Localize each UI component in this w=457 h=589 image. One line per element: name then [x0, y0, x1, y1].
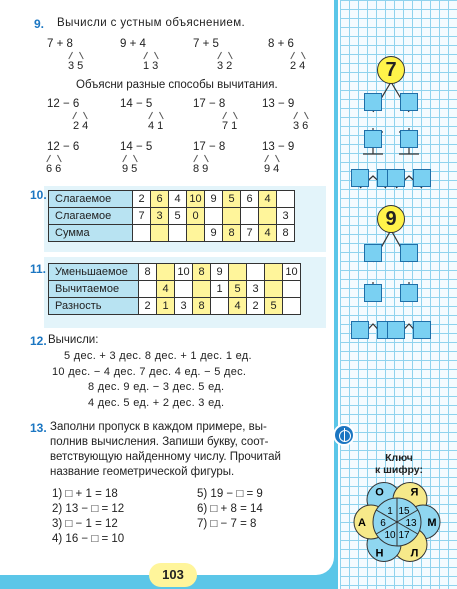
split-mark: [196, 155, 206, 163]
table-cell: [139, 281, 157, 298]
table-cell: [223, 208, 241, 225]
table-cell: 4: [229, 298, 247, 315]
ex9-expr: 14 − 5: [120, 141, 153, 153]
split-mark: [49, 155, 59, 163]
cipher-letter: М: [427, 517, 437, 529]
table-cell: 6: [241, 191, 259, 208]
ex9-split: 2 4: [290, 60, 306, 72]
answer-box: [413, 321, 431, 339]
table-cell: 7: [241, 225, 259, 242]
split-mark: [225, 112, 235, 120]
table-cell: 9: [205, 225, 223, 242]
ex9-expr: 8 + 6: [268, 38, 294, 50]
split-mark: [146, 52, 156, 60]
table-cell: [175, 281, 193, 298]
table-cell: 9: [205, 191, 223, 208]
cipher-number: 13: [405, 518, 417, 529]
table-cell: [169, 225, 187, 242]
ex12-line: 10 дес. − 4 дес. 7 дес. 4 ед. − 5 дес.: [52, 366, 247, 378]
cipher-number: 6: [380, 518, 386, 529]
split-mark: [293, 52, 303, 60]
table-cell: 4: [259, 191, 277, 208]
subtraction-table: [48, 263, 301, 315]
cipher-number: 17: [398, 530, 410, 542]
table-cell: [259, 208, 277, 225]
ex9-expr: 9 + 4: [120, 38, 146, 50]
table-cell: 10: [283, 264, 301, 281]
table-cell: 5: [169, 208, 187, 225]
answer-box: [400, 284, 418, 302]
row-header: Вычитаемое: [49, 281, 139, 298]
row-header: Сумма: [49, 225, 133, 242]
exercise-9-number: 9.: [34, 17, 45, 31]
answer-box: [400, 244, 418, 262]
answer-box: [400, 93, 418, 111]
table-cell: [283, 281, 301, 298]
ex9-split: 4 1: [148, 120, 164, 132]
table-cell: 2: [247, 298, 265, 315]
cipher-flower: [347, 476, 447, 568]
table-cell: 1: [211, 281, 229, 298]
ex9-expr: 7 + 8: [47, 38, 73, 50]
table-cell: [265, 264, 283, 281]
answer-box: [351, 321, 369, 339]
table-cell: 3: [247, 281, 265, 298]
table-cell: 5: [229, 281, 247, 298]
table-cell: 6: [151, 191, 169, 208]
table-cell: [265, 281, 283, 298]
split-mark: [267, 155, 277, 163]
table-row: [49, 264, 301, 281]
exercise-12-title: Вычисли:: [48, 334, 99, 346]
answer-box: [387, 321, 405, 339]
table-cell: 5: [265, 298, 283, 315]
cipher-letter: А: [358, 517, 366, 529]
exercise-11-number: 11.: [30, 262, 47, 276]
answer-box: [364, 130, 382, 148]
row-header: Уменьшаемое: [49, 264, 139, 281]
answer-box: [387, 169, 405, 187]
page-number: 103: [149, 563, 197, 587]
ex9-split: 1 3: [143, 60, 159, 72]
table-cell: 0: [187, 208, 205, 225]
table-cell: [151, 225, 169, 242]
row-header: Разность: [49, 298, 139, 315]
ex9-split: 8 9: [193, 163, 209, 175]
ex13-item: 7) □ − 7 = 8: [197, 518, 257, 530]
answer-box: [400, 130, 418, 148]
table-cell: [157, 264, 175, 281]
ex13-item: 2) 13 − □ = 12: [52, 503, 125, 515]
exercise-9-task: Вычисли с устным объяснением.: [57, 17, 246, 29]
table-cell: 2: [133, 191, 151, 208]
table-cell: 8: [277, 225, 295, 242]
split-mark: [220, 52, 230, 60]
table-row: [49, 191, 295, 208]
table-cell: 4: [157, 281, 175, 298]
table-cell: 2: [139, 298, 157, 315]
split-mark: [296, 112, 306, 120]
table-cell: 5: [223, 191, 241, 208]
table-row: [49, 281, 301, 298]
ex13-item: 5) 19 − □ = 9: [197, 488, 263, 500]
table-cell: 10: [175, 264, 193, 281]
cipher-number: 1: [387, 505, 393, 517]
table-cell: 3: [151, 208, 169, 225]
table-cell: [241, 208, 259, 225]
table-cell: 8: [139, 264, 157, 281]
ex12-line: 5 дес. + 3 дес. 8 дес. + 1 дес. 1 ед.: [64, 350, 252, 362]
ex9-split: 2 4: [73, 120, 89, 132]
table-cell: [193, 281, 211, 298]
row-header: Слагаемое: [49, 208, 133, 225]
ex9-split: 3 2: [217, 60, 233, 72]
cipher-subtitle: к шифру:: [374, 464, 424, 476]
table-cell: [187, 225, 205, 242]
table-cell: [247, 264, 265, 281]
tree-root-circle: 9: [377, 205, 405, 233]
cipher-letter: О: [375, 486, 384, 499]
ex13-text: полнив вычисления. Запиши букву, соот-: [50, 436, 269, 448]
cipher-number: 10: [384, 530, 396, 542]
split-mark: [125, 155, 135, 163]
answer-box: [351, 169, 369, 187]
cipher-letter: Я: [410, 486, 419, 499]
table-cell: 8: [193, 298, 211, 315]
split-mark: [151, 112, 161, 120]
addition-table: [48, 190, 295, 242]
ex9-expr: 12 − 6: [47, 98, 80, 110]
table-cell: 3: [277, 208, 295, 225]
table-cell: 4: [259, 225, 277, 242]
answer-box: [364, 93, 382, 111]
table-cell: 9: [211, 264, 229, 281]
exercise-9-task-2: Объясни разные способы вычитания.: [76, 79, 278, 91]
ex9-split: 7 1: [222, 120, 238, 132]
ex13-text: Заполни пропуск в каждом примере, вы-: [50, 421, 267, 433]
row-header: Слагаемое: [49, 191, 133, 208]
split-mark: [71, 52, 81, 60]
ex9-expr: 13 − 9: [262, 141, 295, 153]
cipher-letter: Н: [375, 547, 384, 560]
ex9-split: 6 6: [46, 163, 62, 175]
ex9-split: 9 5: [122, 163, 138, 175]
tree-root-circle: 7: [377, 56, 405, 84]
ex9-split: 3 6: [293, 120, 309, 132]
ex13-text: ветствующую найденному числу. Прочитай: [50, 451, 281, 463]
ex12-line: 4 дес. 5 ед. + 2 дес. 3 ед.: [88, 397, 225, 409]
table-row: [49, 225, 295, 242]
ex9-expr: 7 + 5: [193, 38, 219, 50]
tree-connectors: [340, 52, 455, 352]
table-cell: [205, 208, 223, 225]
exercise-10-number: 10.: [30, 188, 47, 202]
ex13-item: 1) □ + 1 = 18: [52, 488, 118, 500]
table-cell: [211, 298, 229, 315]
exercise-12-number: 12.: [30, 334, 47, 348]
globe-icon: [333, 424, 355, 446]
ex9-expr: 14 − 5: [120, 98, 153, 110]
ex9-split: 3 5: [68, 60, 84, 72]
answer-box: [364, 284, 382, 302]
cipher-number: 15: [398, 505, 410, 517]
table-cell: [229, 264, 247, 281]
table-cell: 7: [133, 208, 151, 225]
cipher-title: Ключ: [385, 452, 413, 464]
table-cell: 8: [193, 264, 211, 281]
ex9-expr: 17 − 8: [193, 98, 226, 110]
split-mark: [75, 112, 85, 120]
table-row: [49, 298, 301, 315]
ex13-text: название геометрической фигуры.: [50, 466, 235, 478]
table-cell: 8: [223, 225, 241, 242]
cipher-letter: Л: [410, 547, 419, 560]
table-cell: 4: [169, 191, 187, 208]
exercise-13-number: 13.: [30, 421, 47, 435]
table-cell: 10: [187, 191, 205, 208]
ex9-expr: 13 − 9: [262, 98, 295, 110]
ex13-item: 3) □ − 1 = 12: [52, 518, 118, 530]
ex9-expr: 17 − 8: [193, 141, 226, 153]
answer-box: [413, 169, 431, 187]
ex9-split: 9 4: [264, 163, 280, 175]
ex9-expr: 12 − 6: [47, 141, 80, 153]
table-cell: [133, 225, 151, 242]
ex13-item: 4) 16 − □ = 10: [52, 533, 125, 545]
ex12-line: 8 дес. 9 ед. − 3 дес. 5 ед.: [88, 381, 225, 393]
answer-box: [364, 244, 382, 262]
table-cell: [277, 191, 295, 208]
table-cell: 3: [175, 298, 193, 315]
ex13-item: 6) □ + 8 = 14: [197, 503, 263, 515]
table-cell: [283, 298, 301, 315]
table-cell: 1: [157, 298, 175, 315]
table-row: [49, 208, 295, 225]
